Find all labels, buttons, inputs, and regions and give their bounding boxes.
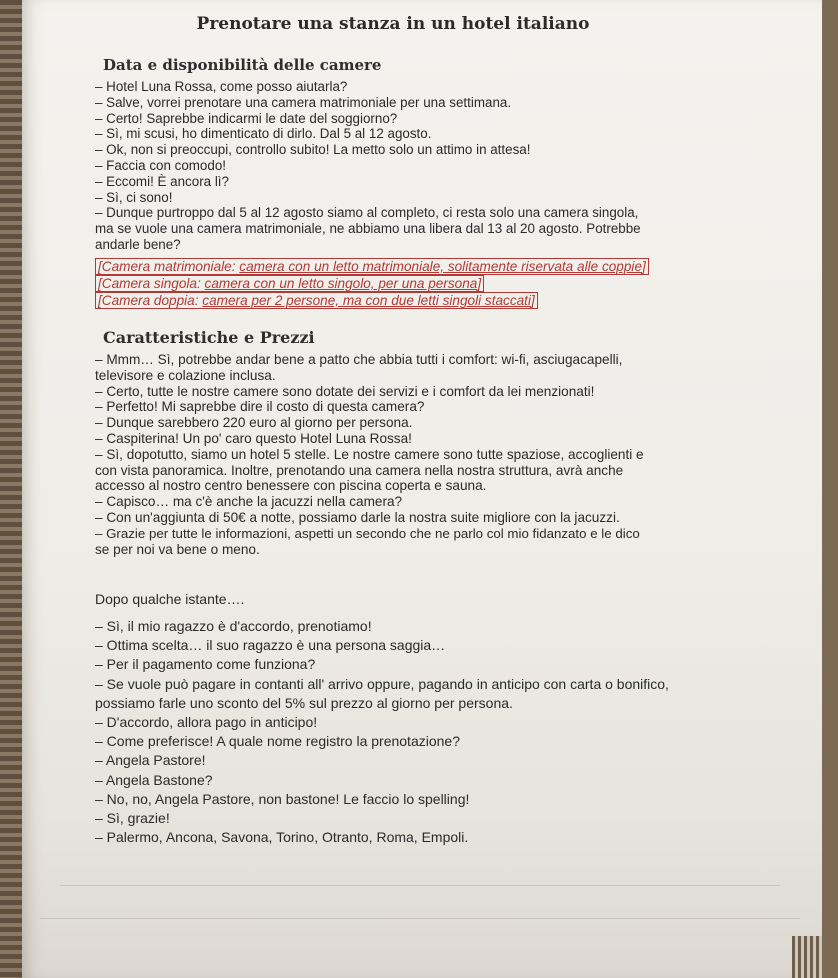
dialogue-line: – Grazie per tutte le informazioni, aspetti un secondo che ne parlo col mio fidanzato e le dico [95,525,640,541]
dialogue-line: – Salve, vorrei prenotare una camera matrimoniale per una settimana. [95,94,512,110]
dialogue-line: – Certo, tutte le nostre camere sono dotate dei servizi e i comfort da lei menzionati! [95,383,595,399]
dialogue-line: – Come preferisce! A quale nome registro la prenotazione? [95,733,460,750]
definition-text: camera per 2 persone, ma con due letti singoli staccati [202,293,531,308]
time-transition-note: Dopo qualche istante…. [95,591,245,607]
binder-edge [792,936,822,978]
dialogue-line: possiamo farle uno sconto del 5% sul prezzo al giorno per persona. [95,694,513,711]
dialogue-line: – Angela Bastone? [95,771,213,788]
dialogue-line: – Se vuole può pagare in contanti all' arrivo oppure, pagando in anticipo con carta o bonifico, [95,675,669,692]
dialogue-line: – Ok, non si preoccupi, controllo subito! La metto solo un attimo in attesa! [95,142,531,158]
dialogue-line: – Caspiterina! Un po' caro questo Hotel Luna Rossa! [95,430,412,446]
dialogue-line: – Sì, ci sono! [95,189,173,205]
dialogue-line: – Palermo, Ancona, Savona, Torino, Otranto, Roma, Empoli. [95,829,469,846]
dialogue-line: – Perfetto! Mi saprebbe dire il costo di questa camera? [95,399,425,415]
dialogue-line: – Angela Pastore! [95,752,206,769]
definition-term: Camera singola: [101,276,201,291]
dialogue-line: – Sì, grazie! [95,809,170,826]
dialogue-line: – Mmm… Sì, potrebbe andar bene a patto che abbia tutti i comfort: wi-fi, asciugacapelli, [95,352,623,367]
dialogue-line: – Capisco… ma c'è anche la jacuzzi nella camera? [95,494,403,510]
dialogue-line: televisore e colazione inclusa. [95,367,276,383]
dialogue-line: – Hotel Luna Rossa, come posso aiutarla? [95,79,348,94]
dialogue-line: con vista panoramica. Inoltre, prenotando una camera nella nostra struttura, avrà anche [95,462,624,478]
dialogue-line: – Sì, il mio ragazzo è d'accordo, prenotiamo! [95,618,372,634]
dialogue-section-1 [95,79,785,253]
dialogue-line: ma se vuole una camera matrimoniale, ne abbiamo una libera dal 13 al 20 agosto. Potrebbe [95,221,641,237]
dialogue-line: – D'accordo, allora pago in anticipo! [95,713,318,730]
dialogue-section-3 [95,617,785,847]
dialogue-line: – Sì, dopotutto, siamo un hotel 5 stelle. Le nostre camere sono tutte spaziose, accoglienti e [95,446,644,462]
definition-item: [Camera singola: camera con un letto singolo, per una persona] [95,275,785,292]
dialogue-line: – Faccia con comodo! [95,157,226,173]
notebook-binding [0,0,24,978]
dialogue-line: – Dunque sarebbero 220 euro al giorno per persona. [95,415,413,431]
dialogue-line: – No, no, Angela Pastore, non bastone! Le faccio lo spelling! [95,790,470,807]
definition-text: camera con un letto singolo, per una persona [204,276,478,291]
definition-term: Camera matrimoniale: [101,259,236,274]
dialogue-line: – Con un'aggiunta di 50€ a notte, possiamo darle la nostra suite migliore con la jacuzzi. [95,509,620,525]
dialogue-line: – Ottima scelta… il suo ragazzo è una persona saggia… [95,637,446,654]
definition-item: [Camera doppia: camera per 2 persone, ma con due letti singoli staccati] [95,292,785,309]
page-title: Prenotare una stanza in un hotel italiano [196,14,590,34]
dialogue-line: accesso al nostro centro benessere con piscina coperta e sauna. [95,478,487,494]
dialogue-line: – Certo! Saprebbe indicarmi le date del soggiorno? [95,110,398,126]
definitions-box [95,258,785,309]
faint-rule [40,918,800,919]
faint-rule [60,885,780,886]
dialogue-line: andarle bene? [95,236,181,252]
dialogue-line: se per noi va bene o meno. [95,541,260,557]
dialogue-line: – Sì, mi scusi, ho dimenticato di dirlo. Dal 5 al 12 agosto. [95,126,432,142]
dialogue-section-2 [95,352,785,557]
section-heading-prices: Caratteristiche e Prezzi [103,328,315,347]
dialogue-line: – Per il pagamento come funziona? [95,656,316,673]
definition-item: [Camera matrimoniale: camera con un letto matrimoniale, solitamente riservata alle coppie] [95,258,785,275]
dialogue-line: – Dunque purtroppo dal 5 al 12 agosto siamo al completo, ci resta solo una camera singola, [95,205,639,221]
section-heading-availability: Data e disponibilità delle camere [103,56,382,74]
definition-text: camera con un letto matrimoniale, solitamente riservata alle coppie [239,259,643,274]
dialogue-line: – Eccomi! È ancora lì? [95,173,229,189]
definition-term: Camera doppia: [101,293,199,308]
